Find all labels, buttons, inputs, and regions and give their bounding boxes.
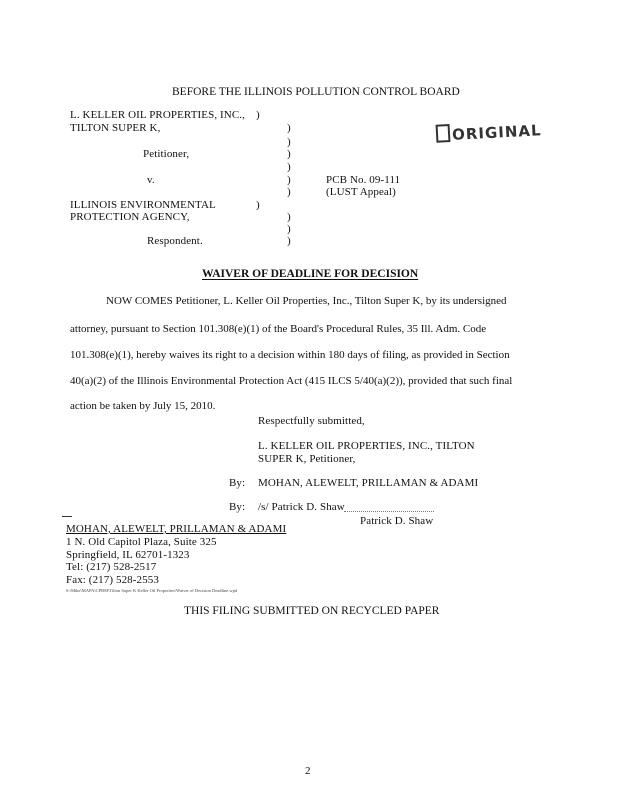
- caption-paren: ): [287, 174, 291, 186]
- caption-paren: ): [287, 223, 291, 235]
- caption-paren: ): [287, 148, 291, 160]
- signature-party-line1: L. KELLER OIL PROPERTIES, INC., TILTON: [258, 440, 475, 452]
- body-line: 40(a)(2) of the Illinois Environmental Protection Act (415 ILCS 5/40(a)(2)), provided that such final: [70, 375, 513, 387]
- signature-party-line2: SUPER K, Petitioner,: [258, 453, 356, 465]
- body-line: NOW COMES Petitioner, L. Keller Oil Properties, Inc., Tilton Super K, by its undersigned: [106, 295, 507, 307]
- caption-paren: ): [287, 136, 291, 148]
- respondent-name-line2: PROTECTION AGENCY,: [70, 211, 190, 223]
- respondent-role: Respondent.: [147, 235, 203, 247]
- respondent-name-line1: ILLINOIS ENVIRONMENTAL: [70, 199, 216, 211]
- signature-signed: /s/ Patrick D. Shaw: [258, 501, 345, 513]
- caption-paren: ): [287, 211, 291, 223]
- petitioner-role: Petitioner,: [143, 148, 190, 160]
- signature-firm: MOHAN, ALEWELT, PRILLAMAN & ADAMI: [258, 477, 479, 489]
- by-label: By:: [229, 477, 246, 489]
- address-rule: [62, 516, 72, 517]
- address-tel: Tel: (217) 528-2517: [66, 561, 157, 573]
- caption-paren: ): [287, 161, 291, 173]
- closing: Respectfully submitted,: [258, 415, 365, 427]
- page-number: 2: [305, 765, 311, 777]
- document-title: WAIVER OF DEADLINE FOR DECISION: [202, 268, 419, 280]
- address-fax: Fax: (217) 528-2553: [66, 574, 159, 586]
- caption-paren: ): [287, 186, 291, 198]
- by-label: By:: [229, 501, 246, 513]
- petitioner-name-line2: TILTON SUPER K,: [70, 122, 161, 134]
- caption-paren: ): [256, 109, 260, 121]
- body-line: attorney, pursuant to Section 101.308(e)(1) of the Board's Procedural Rules, 35 Ill. Adm. Code: [70, 323, 487, 335]
- address-street: 1 N. Old Capitol Plaza, Suite 325: [66, 536, 217, 548]
- caption-paren: ): [256, 199, 260, 211]
- recycled-paper-note: THIS FILING SUBMITTED ON RECYCLED PAPER: [184, 605, 440, 617]
- board-heading: BEFORE THE ILLINOIS POLLUTION CONTROL BOARD: [172, 86, 460, 98]
- case-type: (LUST Appeal): [326, 186, 396, 198]
- caption-paren: ): [287, 122, 291, 134]
- body-line: 101.308(e)(1), hereby waives its right to a decision within 180 days of filing, as provided in Section: [70, 349, 510, 361]
- caption-paren: ): [287, 235, 291, 247]
- signature-line: [344, 511, 434, 512]
- stamp-box-icon: [436, 124, 451, 143]
- versus: v.: [147, 174, 155, 186]
- original-stamp: [436, 119, 542, 144]
- signer-name: Patrick D. Shaw: [360, 515, 434, 527]
- address-city: Springfield, IL 62701-1323: [66, 549, 190, 561]
- address-firm: MOHAN, ALEWELT, PRILLAMAN & ADAMI: [66, 523, 287, 535]
- body-line: action be taken by July 15, 2010.: [70, 400, 216, 412]
- petitioner-name-line1: L. KELLER OIL PROPERTIES, INC.,: [70, 109, 245, 121]
- file-path: S:\Mike\MAPA\CPBM\Tilton Super K Keller Oil Properties\Waiver of Decision Deadline.wpd: [66, 588, 238, 593]
- stamp-text: ORIGINAL: [451, 121, 542, 144]
- case-number: PCB No. 09-111: [326, 174, 401, 186]
